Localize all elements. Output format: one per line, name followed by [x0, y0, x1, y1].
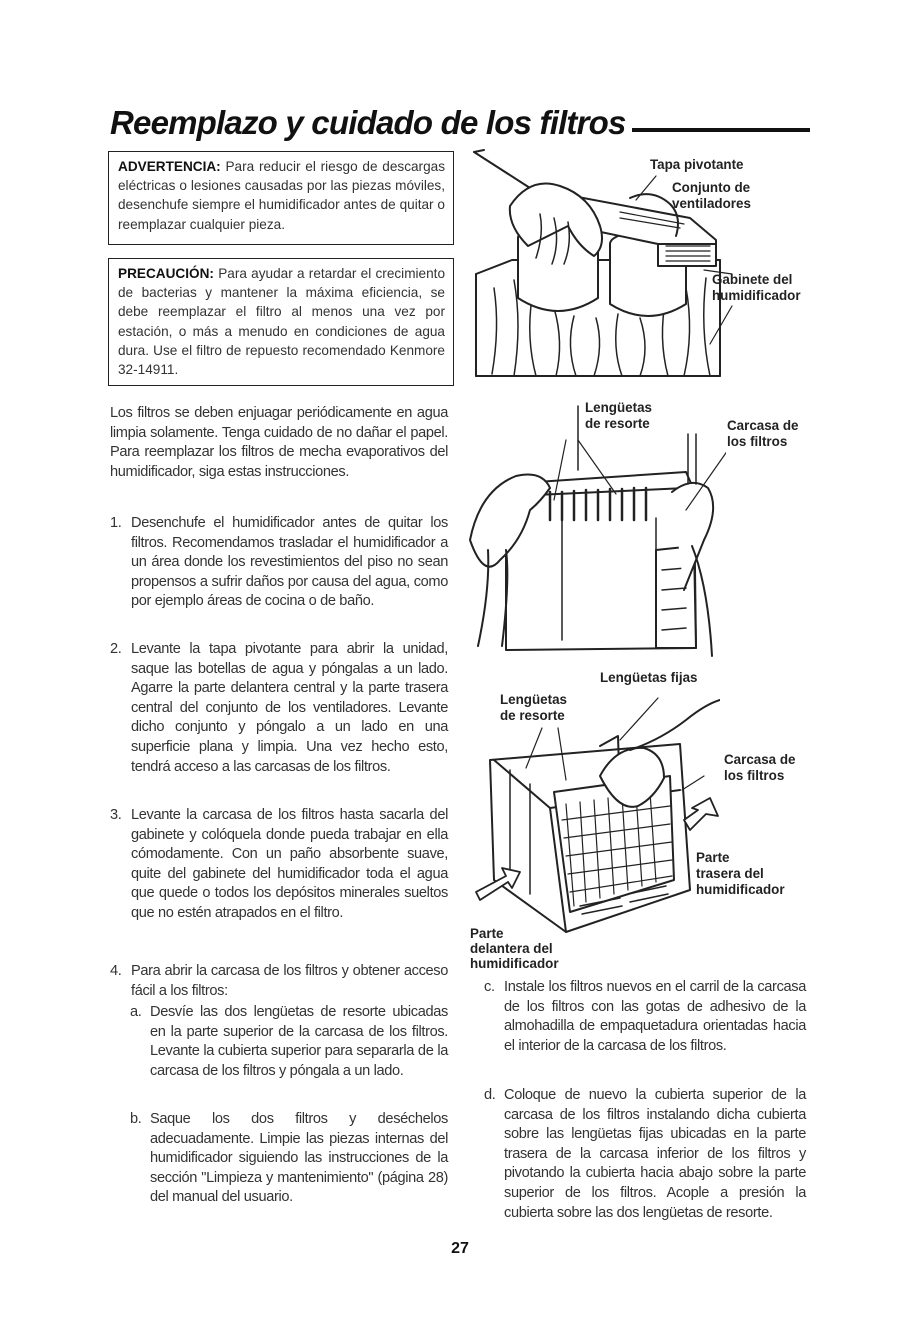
substep-a [130, 1003, 448, 1081]
label-humidificador: humidificador [712, 288, 801, 303]
label-lenguetas-de-resorte-2b: de resorte [500, 708, 565, 723]
caution-box [108, 258, 454, 386]
label-parte-trasera-c: humidificador [696, 882, 785, 897]
step-text: Para abrir la carcasa de los filtros y obtener acceso fácil a los filtros: [131, 963, 448, 999]
label-lenguetas-de-resorte-2a: Lengüetas [500, 692, 567, 707]
caution-text: Para ayudar a retardar el crecimiento de bacterias y mantener la máxima eficiencia, se debe reemplazar el filtro al menos una vez por estación, o más a menudo en condiciones de agua dura. Use el filtro de repuesto recomendado Kenmore 32-14911. [118, 266, 445, 378]
intro-paragraph: Los filtros se deben enjuagar periódicamente en agua limpia solamente. Tenga cuidado de no dañar el papel. Para reemplazar los filtros de mecha evaporativos del humidificador, siga estas instrucciones. [110, 405, 448, 480]
label-parte-delantera-a: Parte [470, 926, 504, 941]
step-text: Levante la tapa pivotante para abrir la unidad, saque las botellas de agua y póngalas a un lado. Agarre la parte delantera central y la parte trasera central del conjunto de los ventiladores. Levante dicho conjunto y póngalo a un lado en una superficie plana y limpia. Una vez hecho esto, tendrá acceso a las carcasas de los filtros. [131, 641, 448, 775]
step-2 [110, 640, 448, 777]
step-1 [110, 514, 448, 612]
substep-text: Instale los filtros nuevos en el carril de la carcasa de los filtros con las gotas de adhesivo de la almohadilla de empaquetadura orientadas hacia el interior de la carcasa de los filtros. [504, 979, 806, 1054]
page-title: Reemplazo y cuidado de los filtros [110, 104, 626, 141]
label-parte-trasera-b: trasera del [696, 866, 764, 881]
label-lenguetas-de-resorte-1b: de resorte [585, 416, 650, 431]
substep-letter: c. [484, 979, 495, 995]
substep-letter: d. [484, 1087, 496, 1103]
label-carcasa-de-filtros-2b: los filtros [724, 768, 785, 783]
step-3 [110, 806, 448, 924]
substep-c [484, 978, 806, 1056]
label-parte-delantera-c: humidificador [470, 956, 559, 971]
caution-label: PRECAUCIÓN: [118, 266, 214, 281]
substep-d [484, 1086, 806, 1223]
title-row [110, 100, 810, 146]
label-conjunto-de: Conjunto de [672, 180, 751, 195]
page-number: 27 [451, 1240, 469, 1257]
label-gabinete-del: Gabinete del [712, 272, 793, 287]
label-parte-delantera-b: delantera del [470, 941, 553, 956]
label-parte-trasera-a: Parte [696, 850, 730, 865]
substep-text: Saque los dos filtros y deséchelos adecuadamente. Limpie las piezas internas del humidificador siguiendo las instrucciones de la sección "Limpieza y mantenimiento" (página 28) del manual del usuario. [150, 1111, 448, 1206]
substep-text: Desvíe las dos lengüetas de resorte ubicadas en la parte superior de la carcasa de los filtros. Levante la cubierta superior para separarla de la carcasa de los filtros y póngala a un lado. [150, 1004, 448, 1079]
label-carcasa-de-filtros-1a: Carcasa de [727, 418, 799, 433]
step-number: 3. [110, 807, 122, 823]
label-carcasa-de-filtros-2a: Carcasa de [724, 752, 796, 767]
step-number: 4. [110, 963, 122, 979]
label-carcasa-de-filtros-1b: los filtros [727, 434, 788, 449]
figure-filter-housing [466, 400, 726, 662]
step-4 [110, 962, 448, 1001]
substep-b [130, 1110, 448, 1208]
warning-label: ADVERTENCIA: [118, 159, 221, 174]
title-rule [632, 128, 810, 132]
warning-text: Para reducir el riesgo de descargas eléctricas o lesiones causadas por las piezas móviles, desenchufe siempre el humidificador antes de quitar o reemplazar cualquier pieza. [118, 159, 445, 232]
warning-box [108, 151, 454, 245]
step-number: 1. [110, 515, 122, 531]
label-lenguetas-de-resorte-1a: Lengüetas [585, 400, 652, 415]
substep-letter: a. [130, 1004, 142, 1020]
step-number: 2. [110, 641, 122, 657]
step-text: Desenchufe el humidificador antes de quitar los filtros. Recomendamos trasladar el humidificador a un área donde los revestimientos del piso no sean propensos a sufrir daños por causa del agua, como por ejemplo áreas de cocina o de baño. [131, 515, 448, 610]
substep-text: Coloque de nuevo la cubierta superior de la carcasa de los filtros instalando dicha cubierta sobre las lengüetas fijas ubicadas en la parte trasera de la carcasa inferior de los filtros y pivotando la cubierta hacia abajo sobre la parte superior de los filtros. Acople a presión la cubierta sobre las dos lengüetas de resorte. [504, 1087, 806, 1221]
step-text: Levante la carcasa de los filtros hasta sacarla del gabinete y colóquela donde pueda trabajar en ella cómodamente. Con un paño absorbente suave, quite del gabinete del humidificador toda el agua que quede o todos los depósitos minerales sueltos que no estén atrapados en el filtro. [131, 807, 448, 921]
label-lenguetas-fijas: Lengüetas fijas [600, 670, 698, 685]
label-ventiladores: ventiladores [672, 196, 751, 211]
label-tapa-pivotante: Tapa pivotante [650, 157, 744, 172]
substep-letter: b. [130, 1111, 142, 1127]
figure-fan-assembly [470, 148, 810, 380]
